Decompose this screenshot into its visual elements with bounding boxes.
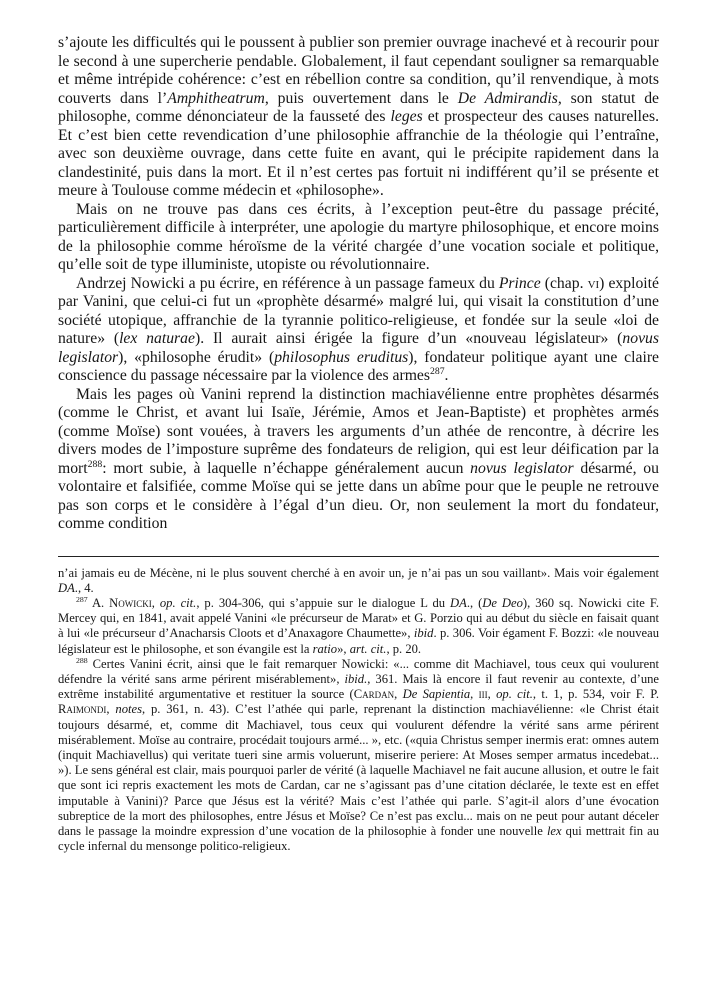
italic-run: notes (115, 702, 142, 717)
italic-run: leges (390, 108, 423, 125)
footnote-continuation (58, 566, 659, 596)
text-run: , (487, 687, 497, 702)
italic-run: ibid (413, 626, 434, 641)
text-run: , (151, 595, 160, 610)
text-run: , puis ouvertement dans le (264, 89, 458, 107)
footnote-number: 288 (76, 655, 88, 665)
paragraph-3 (58, 275, 659, 386)
italic-run: lex naturae (119, 330, 195, 347)
text-run: et prospecteur des causes naturelles. Et c’est bien cette revendication d’une philosophie affranchie de la théologie qui l’entraîne, avec son deuxième ouvrage, dans cette fuite en avant, qui le précipite rapidement dans la clandestinité, puis dans la mort. Et il n’est certes pas fortuit ni indifférent qu’il se présente et meure à Toulouse comme médecin et «philosophe». (58, 108, 659, 199)
text-run: ) exploité par Vanini, que celui-ci fut un «prophète désarmé» malgré lui, qui visait la constitution d’une société utopique, affranchie de la tyrannie politico-religieuse, et fondée sur la seule «loi de nature» ( (58, 274, 659, 347)
italic-run: De Sapientia (402, 687, 471, 702)
text-run: s’ajoute les difficultés qui le poussent à publier son premier ouvrage inachevé et à recourir pour le second à une supercherie pendable. Globalement, il faut cependant souligner sa remarquable et même intrépide cohérence: c’est en rébellion contre sa condition, qu’il renvendique, à mots couverts dans l’ (58, 34, 659, 107)
italic-run: De Deo (482, 595, 523, 610)
text-run: , p. 304-306, qui s’appuie sur le dialogue L du (196, 595, 451, 610)
text-run: , 361. Mais là encore il faut revenir au contexte, d’une extrême instabilité argumentative et restituer la source ( (58, 671, 659, 702)
text-run: , t. 1, p. 534, voir F. P. (532, 687, 660, 702)
text-run: ., ( (466, 595, 483, 610)
small-caps-run: Raimondi (58, 702, 107, 717)
text-run: ), «philosophe érudit» ( (118, 348, 275, 366)
main-text (58, 34, 659, 534)
italic-run: novus legislator (470, 459, 574, 477)
text-run: Certes Vanini écrit, ainsi que le fait remarquer Nowicki: «... comme dit Machiavel, tous ceux qui voulurent défendre la vérité sans arme périrent misérablement», (58, 656, 659, 686)
footnote-number: 287 (76, 594, 88, 604)
italic-run: op. cit. (159, 595, 197, 610)
footnote-287 (58, 596, 659, 657)
footnote-288 (58, 657, 659, 855)
text-run: , (394, 687, 403, 702)
paragraph-2 (58, 201, 659, 275)
footnote-divider (58, 556, 659, 557)
small-caps-run: Nowicki (109, 595, 152, 610)
text-run: , p. 20. (386, 641, 422, 656)
text-run: . (444, 367, 449, 384)
italic-run: philosophus eruditus (274, 348, 409, 366)
italic-run: art. cit. (349, 641, 387, 656)
footnotes (58, 566, 659, 855)
text-run: , (470, 687, 479, 702)
text-run: : mort subie, à laquelle n’échappe généralement aucun (102, 459, 471, 477)
text-run: », (337, 641, 350, 656)
text-run: , (106, 702, 116, 717)
text-run: désarmé, ou volontaire et falsifiée, comme Moïse qui se jette dans un abîme pour que le peuple ne retrouve pas son corps et le considère à l’égal d’un dieu. Or, non seulement la mort du fondateur, comme condition (58, 459, 659, 532)
footnote-ref-288[interactable]: 288 (87, 458, 103, 470)
small-caps-run: vi (587, 274, 600, 292)
text-run: Mais les pages où Vanini reprend la distinction machiavélienne entre prophètes désarmés (comme le Christ, et avant lui Isaïe, Jérémie, Amos et Jean-Baptiste) et prophètes armés (comme Moïse) sont vouées, à travers les arguments d’un athée de rencontre, à décrire les divers modes de l’imposture suprême des fondateurs de religion, qui est leur déification par la mort (58, 385, 659, 477)
text-run: , p. 361, n. 43). C’est l’athée qui parle, reprenant la distinction machiavélienne: «le Christ était toujours désarmé, et, comme dit Machiavel, tous ceux qui voulurent défendre la vérité sans arme périrent misérablement. Moïse au contraire, procédait toujours armé... », etc. («quia Christus semper inermis erat: omnes autem (inquit Machiavellus) qui veritate tueri sine armis voluerunt, miserire periere: At Moses semper armatus incedebat... »). Le sens général est clair, mais pourquoi parler de vérité (à laquelle Machiavel ne fait aucune allusion, et outre le fait que sont ici repris exactement les mots de Cardan, car ne s’agissant pas d’une citation déclarée, le texte est en effet imputable à Vanini)? Parce que Jésus est la vérité? Mais c’est l’athée qui parle. S’agit-il alors d’une évocation subreptice de la mort des philosophes, entre Jésus et Moïse? Ce n’est pas exclu... mais on ne peut pour autant déceler dans le passage la moindre expression d’une vocation de la philosophie à fonder une nouvelle (58, 702, 660, 838)
footnote-ref-287[interactable]: 287 (429, 365, 445, 377)
italic-run: De Admirandis (457, 89, 558, 107)
italic-run: op. cit. (496, 687, 533, 702)
text-run: Andrzej Nowicki a pu écrire, en référence à un passage fameux du (76, 274, 499, 292)
small-caps-run: iii (478, 687, 488, 702)
text-run: Mais on ne trouve pas dans ces écrits, à l’exception peut-être du passage précité, particulièrement difficile à interpréter, une apologie du martyre philosophique, et encore moins de la philosophie comme héroïsme de la vérité chargée d’une vocation sociale et politique, qu’elle soit de type illuministe, utopiste ou révolutionnaire. (58, 200, 659, 273)
text-run: ., 4. (74, 580, 94, 595)
italic-run: DA (450, 595, 467, 610)
italic-run: novus legislator (58, 330, 660, 366)
italic-run: Amphitheatrum (167, 89, 265, 107)
paragraph-1 (58, 34, 659, 201)
text-run: ). Il aurait ainsi érigée la figure d’un «nouveau législateur» ( (194, 330, 623, 347)
italic-run: DA (58, 580, 75, 595)
text-run: , son statut de philosophe, comme dénonciateur de la fausseté des (58, 89, 659, 125)
text-run: n’ai jamais eu de Mécène, ni le plus souvent cherché à en avoir un, je n’ai pas un sou vaillant». Mais voir également (58, 565, 659, 580)
text-run: A. (87, 595, 110, 610)
small-caps-run: Cardan (353, 687, 395, 702)
italic-run: lex (546, 823, 562, 838)
text-run: qui mettrait fin au cycle infernal du mensonge politico-religieux. (58, 823, 659, 854)
text-run: . p. 306. Voir égament F. Bozzi: «le nouveau législateur est le philosophe, et son évangile est la (58, 626, 659, 656)
text-run: ), 360 sq. Nowicki cite F. Mercey qui, en 1841, avait appelé Vanini «le précurseur de Marat» et G. Porzio qui au début du siècle en faisait quant à lui «le précurseur d’Anacharsis Cloots et d’Anaxagore Chaumette», (58, 595, 659, 641)
text-run: (chap. (540, 274, 588, 292)
paragraph-4 (58, 386, 659, 534)
text-run: ), fondateur politique ayant une claire conscience du passage nécessaire par la violence des armes (58, 348, 660, 384)
italic-run: Prince (498, 274, 541, 292)
italic-run: ratio (312, 641, 338, 656)
italic-run: ibid. (344, 671, 368, 686)
